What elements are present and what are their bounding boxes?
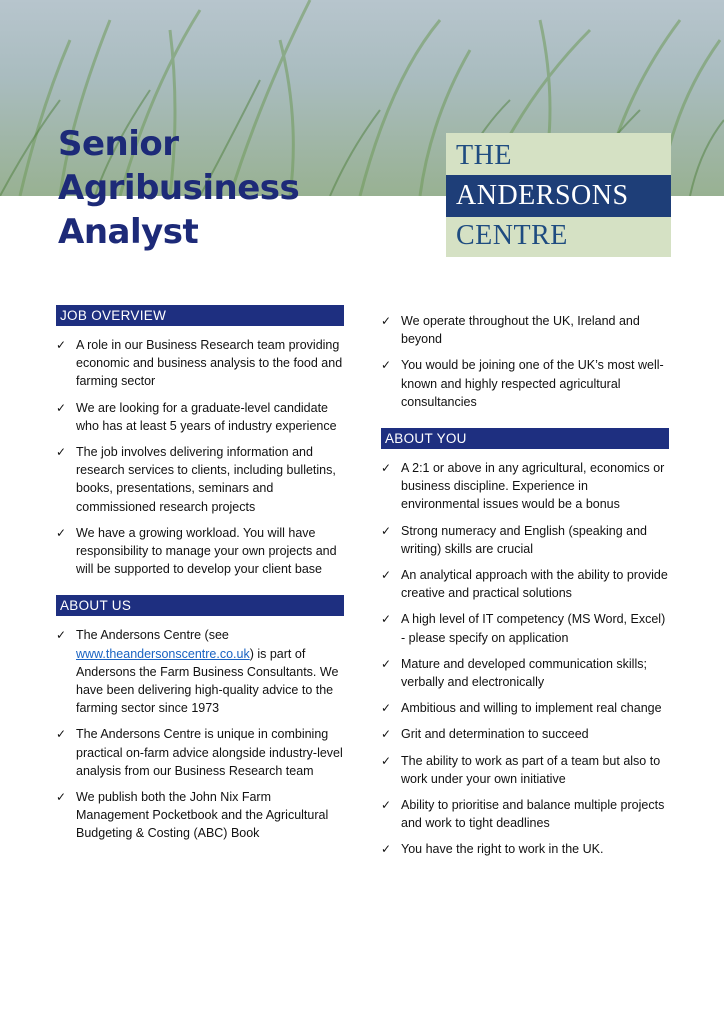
about-us-continued-list [381, 312, 669, 411]
check-icon: ✓ [56, 727, 67, 742]
list-item [56, 443, 344, 516]
check-icon: ✓ [56, 338, 67, 352]
title-line-1: Senior [58, 124, 179, 164]
list-item-text: Strong numeracy and English (speaking and writing) skills are crucial [401, 523, 647, 556]
list-item [381, 459, 669, 514]
list-item-text-post: ) is part of Andersons the Farm Business Consultants. We have been delivering high-quality advice to the farming sector since 1973 [76, 646, 339, 716]
check-icon: ✓ [381, 523, 392, 538]
list-item [381, 655, 669, 691]
list-item-text: Ability to prioritise and balance multiple projects and work to tight deadlines [401, 798, 665, 831]
list-item-text: An analytical approach with the ability to provide creative and practical solutions [401, 568, 668, 601]
list-item [381, 699, 669, 717]
check-icon: ✓ [56, 400, 67, 415]
list-item [56, 399, 344, 435]
page-title [58, 122, 299, 254]
list-item [381, 566, 669, 602]
logo-line-2: ANDERSONS [446, 175, 671, 217]
list-item [56, 524, 344, 579]
list-item-text-pre: The Andersons Centre (see [76, 628, 229, 643]
list-item-text: We operate throughout the UK, Ireland and beyond [401, 314, 640, 347]
list-item [381, 752, 669, 788]
list-item [381, 840, 669, 858]
check-icon: ✓ [381, 753, 392, 768]
list-item-text: We have a growing workload. You will have responsibility to manage your own projects and will be supported to develop your client base [76, 525, 337, 577]
list-item-text: A 2:1 or above in any agricultural, economics or business discipline. Experience in environmental issues would be a bonus [401, 461, 665, 512]
check-icon: ✓ [381, 358, 392, 373]
check-icon: ✓ [381, 612, 392, 627]
about-us-list [56, 626, 344, 842]
list-item [56, 626, 344, 717]
list-item [381, 312, 669, 348]
about-you-header: ABOUT YOU [381, 428, 669, 449]
list-item [56, 336, 344, 391]
list-item-text: A role in our Business Research team providing economic and business analysis to the food and farming sector [76, 338, 343, 389]
title-line-3: Analyst [58, 212, 199, 252]
list-item-text: Mature and developed communication skills; verbally and electronically [401, 656, 647, 690]
check-icon: ✓ [381, 656, 392, 671]
list-item [56, 725, 344, 780]
check-icon: ✓ [381, 798, 392, 813]
check-icon: ✓ [381, 842, 392, 857]
check-icon: ✓ [56, 628, 67, 643]
list-item-text: You have the right to work in the UK. [401, 842, 604, 857]
right-column [381, 312, 669, 876]
list-item-text: The Andersons Centre is unique in combining practical on-farm advice alongside industry-level analysis from our Business Research team [76, 727, 343, 778]
list-item-text: Ambitious and willing to implement real change [401, 701, 662, 716]
andersons-centre-logo [446, 133, 671, 257]
logo-line-3: CENTRE [456, 220, 568, 251]
check-icon: ✓ [56, 790, 67, 805]
list-item [56, 788, 344, 843]
about-you-list [381, 459, 669, 859]
list-item-text: The ability to work as part of a team but also to work under your own initiative [401, 753, 661, 786]
list-item-text: Grit and determination to succeed [401, 727, 589, 742]
list-item-text: We publish both the John Nix Farm Management Pocketbook and the Agricultural Budgeting & Costing (ABC) Book [76, 790, 329, 841]
list-item [381, 725, 669, 743]
list-item [381, 356, 669, 411]
check-icon: ✓ [381, 568, 392, 583]
check-icon: ✓ [381, 701, 392, 716]
logo-line-1: THE [456, 140, 512, 171]
list-item-text: We are looking for a graduate-level candidate who has at least 5 years of industry experience [76, 400, 337, 433]
title-line-2: Agribusiness [58, 168, 300, 208]
left-column [56, 305, 344, 860]
about-us-header: ABOUT US [56, 595, 344, 616]
list-item [381, 522, 669, 558]
check-icon: ✓ [56, 445, 67, 460]
job-overview-list [56, 336, 344, 578]
job-overview-header: JOB OVERVIEW [56, 305, 344, 326]
list-item-text: You would be joining one of the UK’s most well-known and highly respected agricultural consultancies [401, 358, 664, 409]
check-icon: ✓ [381, 314, 392, 328]
check-icon: ✓ [381, 461, 392, 476]
check-icon: ✓ [381, 727, 392, 742]
list-item-text: A high level of IT competency (MS Word, Excel) - please specify on application [401, 612, 666, 645]
list-item [381, 796, 669, 832]
check-icon: ✓ [56, 525, 67, 540]
website-link[interactable]: www.theandersonscentre.co.uk [76, 646, 250, 661]
list-item [381, 610, 669, 646]
list-item-text: The job involves delivering information and research services to clients, including bulletins, books, presentations, seminars and commissioned research projects [76, 445, 336, 514]
